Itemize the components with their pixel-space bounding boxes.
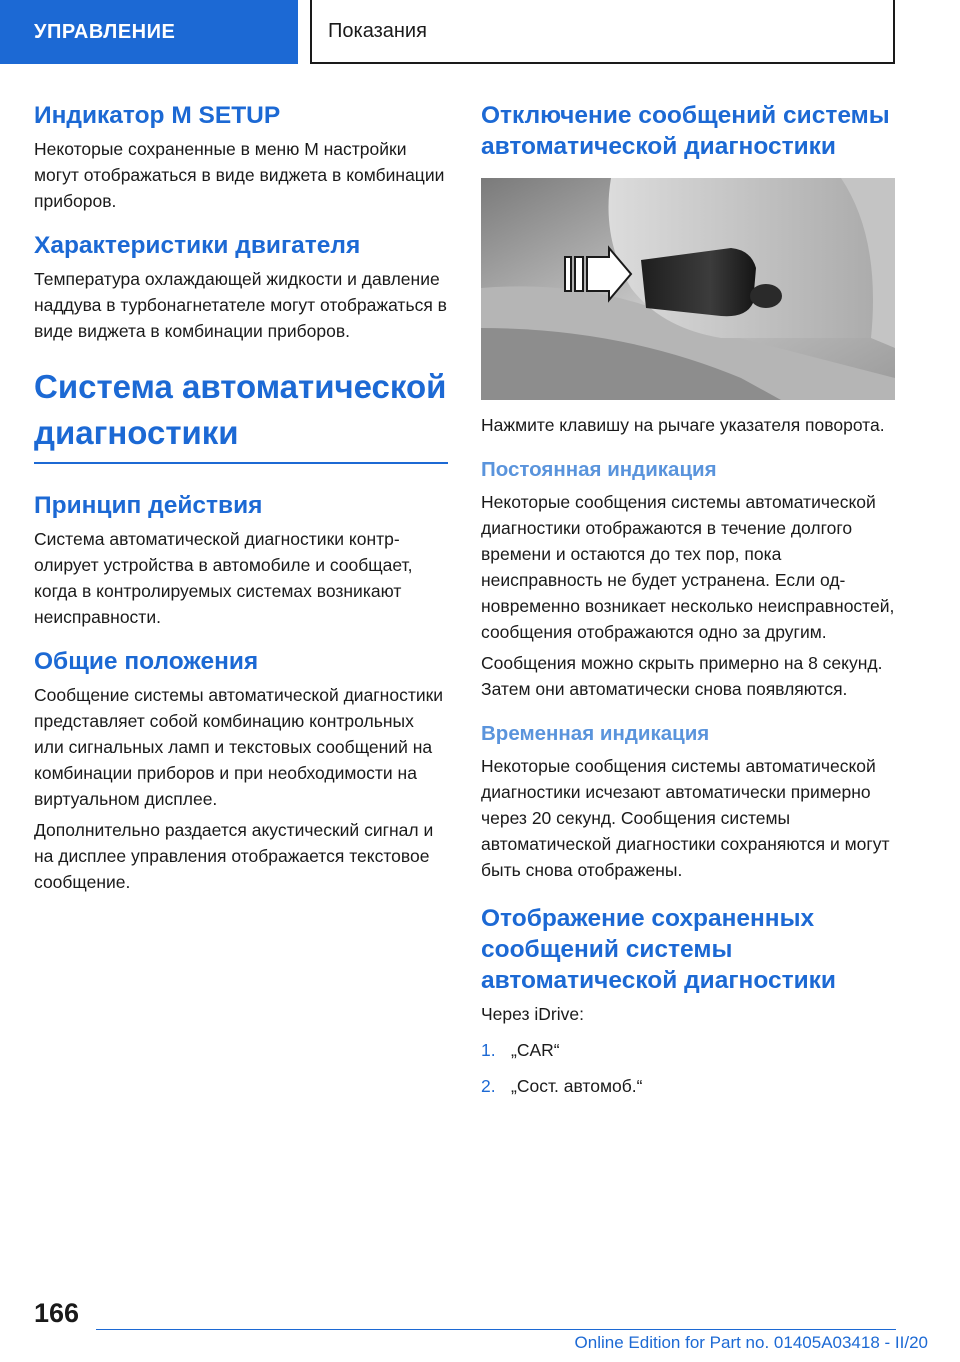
left-column <box>34 100 448 895</box>
section-divider <box>34 462 448 464</box>
engine-heading: Характеристики двигателя <box>34 232 361 259</box>
principle-heading: Принцип действия <box>34 492 263 519</box>
header-section-label: УПРАВЛЕНИЕ <box>34 20 176 43</box>
step-number: 1. <box>481 1040 496 1060</box>
header-chapter-label: Показания <box>328 19 427 42</box>
step-text: „Сост. автомоб.“ <box>511 1076 643 1096</box>
m-setup-text: Некоторые сохраненные в меню M настройки могут отображаться в виде виджета в комбинации приборов. <box>34 139 445 211</box>
engine-text: Температура охлаждающей жидкости и давление наддува в турбонагнетателе могут отображаться в виде виджета в комбинации приборов. <box>34 269 447 341</box>
step-number: 2. <box>481 1076 496 1096</box>
permanent-display-heading: Постоянная индикация <box>481 458 717 481</box>
diagnostics-section-title: Система автоматической диагностики <box>34 368 447 451</box>
header-chapter-box <box>310 0 895 64</box>
permanent-text-2: Сообщения можно скрыть примерно на 8 секунд. Затем они автоматически снова появляются. <box>481 653 883 699</box>
footer-divider <box>96 1329 896 1330</box>
header-section-tab <box>0 0 298 64</box>
footer-edition: Online Edition for Part no. 01405A03418 - II/20 <box>574 1333 928 1352</box>
right-column <box>481 100 895 1099</box>
steps-list <box>481 1037 895 1099</box>
stored-messages-heading: Отображение сохраненных сообщений системы автоматической диагностики <box>481 905 836 994</box>
temporary-text: Некоторые сообщения системы автоматической диагностики исчезают автоматически примерно через 20 секунд. Сообщения системы автоматической диагностики сохраняются и могут быть снова отображены. <box>481 756 890 880</box>
photo-caption: Нажмите клавишу на рычаге указателя поворота. <box>481 415 885 435</box>
general-text-1: Сообщение системы автоматической диагностики представляет собой комбинацию контрольных или сигнальных ламп и текстовых сообщений на комбинации приборов и при необходимости на виртуальном дисплее. <box>34 685 444 809</box>
m-setup-heading: Индикатор M SETUP <box>34 102 281 129</box>
stored-intro: Через iDrive: <box>481 1004 584 1024</box>
general-heading: Общие положения <box>34 648 259 675</box>
principle-text: Система автоматической диагностики контролирует устройства в автомобиле и сообщает, когда в контролируемых системах возникают неисправности. <box>34 529 413 627</box>
permanent-text-1: Некоторые сообщения системы автоматической диагностики отображаются в течение долгого времени и остаются до тех пор, пока неисправность не будет устранена. Если одновременно возникает несколько неисправностей, сообщения отображаются одно за другим. <box>481 492 895 642</box>
list-item <box>481 1037 895 1063</box>
page-number: 166 <box>34 1298 80 1328</box>
disable-messages-heading: Отключение сообщений системы автоматической диагностики <box>481 102 890 160</box>
general-text-2: Дополнительно раздается акустический сигнал и на дисплее управления отображается текстовое сообщение. <box>34 820 434 892</box>
step-text: „CAR“ <box>511 1040 560 1060</box>
list-item <box>481 1073 895 1099</box>
temporary-display-heading: Временная индикация <box>481 722 710 745</box>
turn-signal-lever-photo <box>481 178 895 400</box>
